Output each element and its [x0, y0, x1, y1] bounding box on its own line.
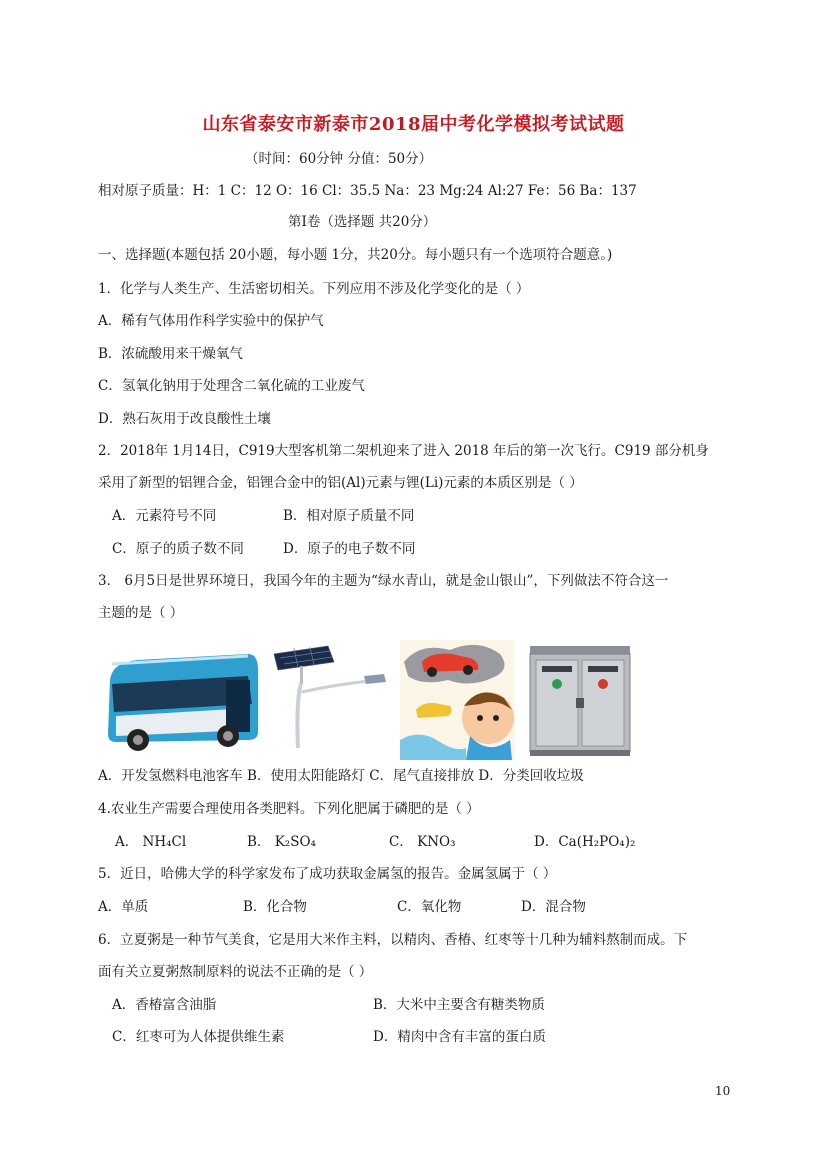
page-number: 10 — [715, 1084, 731, 1098]
q2-option-d: D．原子的电子数不同 — [283, 541, 416, 557]
q3-stem-line1: 3． 6月5日是世界环境日，我国今年的主题为“绿水青山，就是金山银山”，下列做法不符合这一 — [98, 573, 669, 589]
bus-image — [98, 640, 263, 760]
q6-option-c: C．红枣可为人体提供维生素 — [112, 1029, 285, 1045]
q5-stem: 5．近日，哈佛大学的科学家发布了成功获取金属氢的报告。金属氢属于（ ） — [98, 866, 557, 882]
q6-stem-line1: 6．立夏粥是一种节气美食，它是用大米作主料，以精肉、香椿、红枣等十几种为辅料熬制而成。下 — [98, 932, 688, 948]
q3-stem-line2: 主题的是（ ） — [98, 605, 184, 621]
q2-stem-line1: 2．2018年 1月14日，C919大型客机第二架机迎来了进入 2018 年后的第一次飞行。C919 部分机身 — [98, 443, 709, 459]
q4-option-c: C． KNO₃ — [389, 834, 456, 850]
volume-heading: 第Ⅰ卷（选择题 共20分） — [288, 214, 437, 230]
q6-option-d: D．精肉中含有丰富的蛋白质 — [373, 1029, 546, 1045]
q5-option-c: C．氧化物 — [397, 899, 462, 915]
q4-stem: 4.农业生产需要合理使用各类肥料。下列化肥属于磷肥的是（ ） — [98, 801, 480, 817]
q1-stem: 1．化学与人类生产、生活密切相关。下列应用不涉及化学变化的是（ ） — [98, 281, 530, 297]
exam-info: （时间：60分钟 分值：50分） — [245, 151, 433, 167]
q4-option-b: B． K₂SO₄ — [247, 834, 316, 850]
q2-option-a: A．元素符号不同 — [112, 508, 217, 524]
q4-option-a: A． NH₄Cl — [115, 834, 187, 850]
q5-option-a: A．单质 — [98, 899, 149, 915]
q1-option-c: C．氢氧化钠用于处理含二氧化硫的工业废气 — [98, 378, 365, 394]
q3-options: A．开发氢燃料电池客车 B．使用太阳能路灯 C．尾气直接排放 D．分类回收垃圾 — [98, 768, 584, 784]
q1-option-b: B．浓硫酸用来干燥氧气 — [98, 346, 243, 362]
q6-option-a: A．香椿富含油脂 — [112, 997, 217, 1013]
q6-option-b: B．大米中主要含有糖类物质 — [373, 997, 545, 1013]
q2-stem-line2: 采用了新型的铝锂合金，铝锂合金中的铝(Al)元素与锂(Li)元素的本质区别是（ ） — [98, 475, 583, 491]
section-instructions: 一、选择题(本题包括 20小题，每小题 1分，共20分。每小题只有一个选项符合题意。) — [98, 247, 613, 263]
q5-option-b: B．化合物 — [243, 899, 307, 915]
solar-streetlight-image — [268, 640, 396, 760]
page-title: 山东省泰安市新泰市2018届中考化学模拟考试试题 — [202, 114, 625, 135]
q2-option-c: C．原子的质子数不同 — [112, 541, 244, 557]
atomic-masses: 相对原子质量：H：1 C：12 O：16 Cl：35.5 Na：23 Mg:24 Al:27 Fe：56 Ba：137 — [98, 183, 637, 199]
q6-stem-line2: 面有关立夏粥熬制原料的说法不正确的是（ ） — [98, 964, 373, 980]
q1-option-d: D．熟石灰用于改良酸性土壤 — [98, 411, 271, 427]
q2-option-b: B．相对原子质量不同 — [283, 508, 415, 524]
recycling-bins-image — [526, 640, 634, 760]
q5-option-d: D．混合物 — [521, 899, 586, 915]
exhaust-pollution-image — [400, 640, 515, 760]
q4-option-d: D．Ca(H₂PO₄)₂ — [534, 834, 636, 850]
q1-option-a: A．稀有气体用作科学实验中的保护气 — [98, 313, 324, 329]
